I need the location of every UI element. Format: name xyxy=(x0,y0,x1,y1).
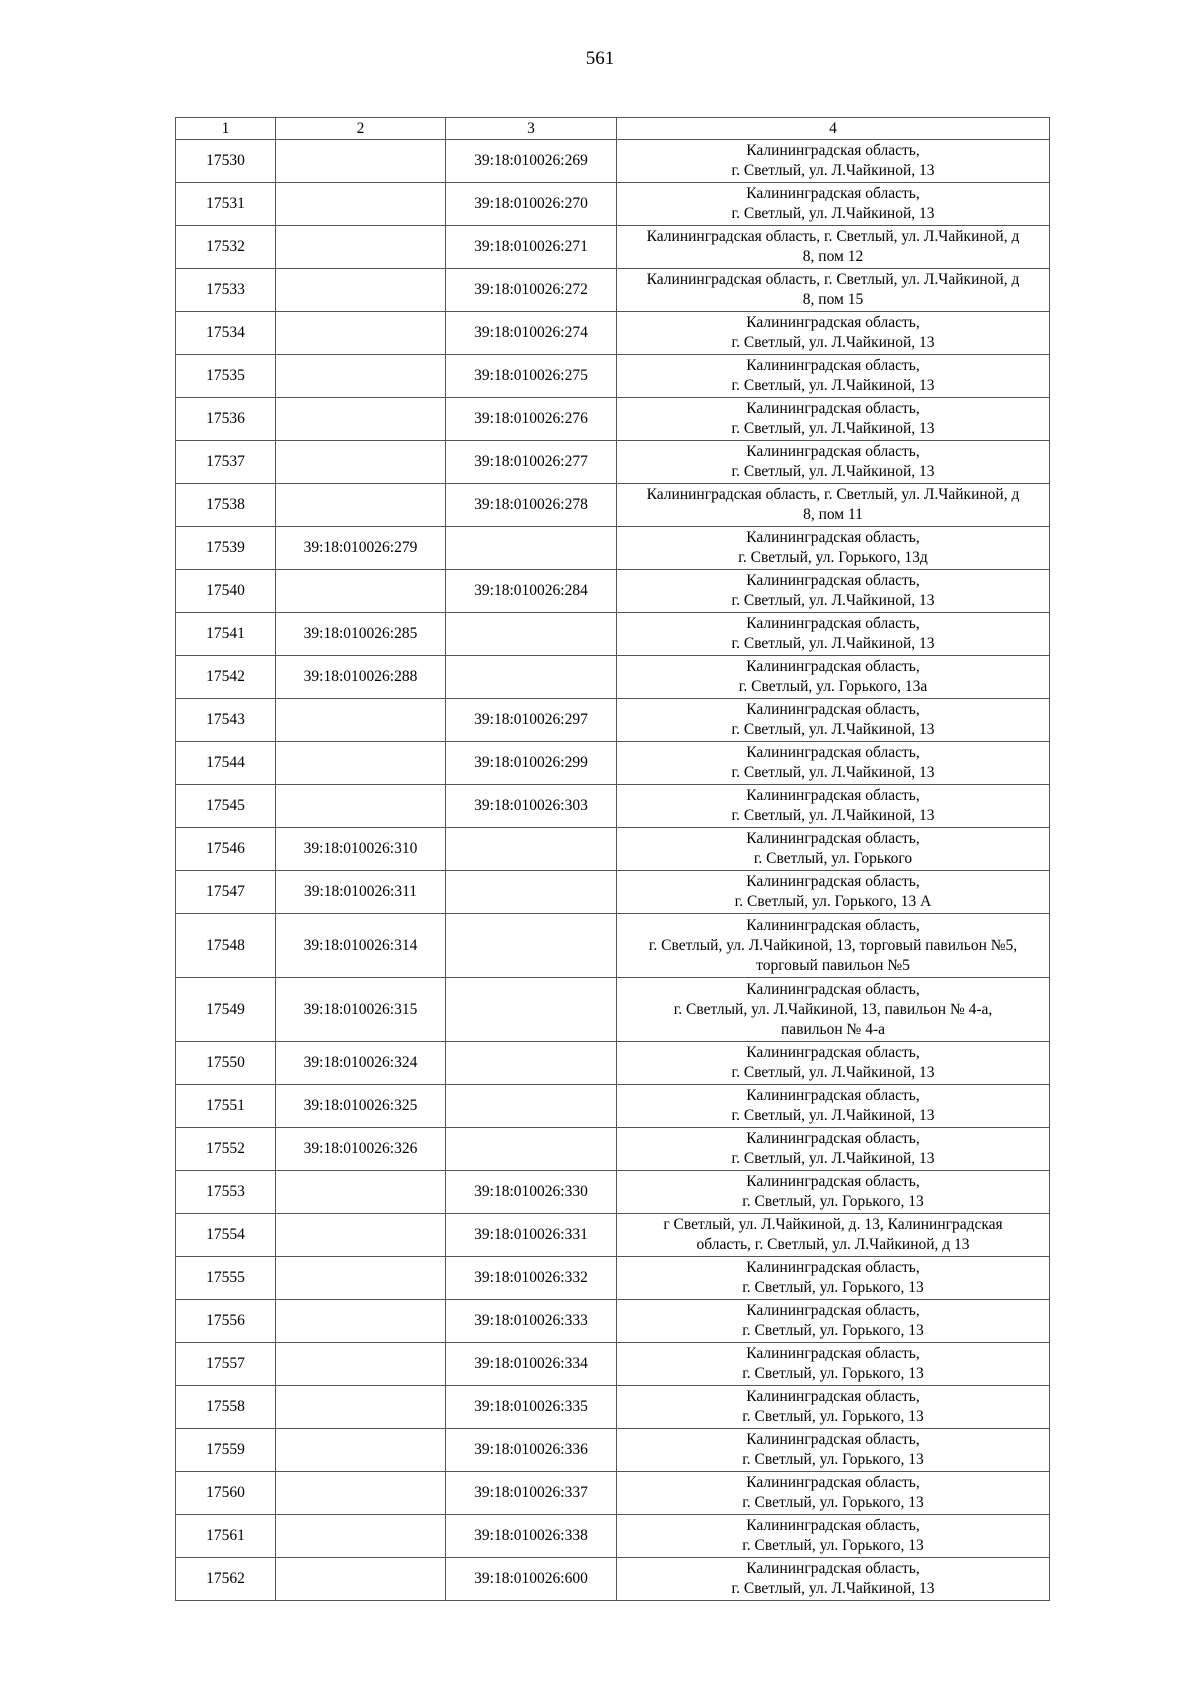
row-number-cell: 17549 xyxy=(176,978,276,1042)
address-cell xyxy=(617,570,1050,613)
address-line: павильон № 4-а xyxy=(781,1020,885,1038)
address-line: г. Светлый, ул. Горького, 13д xyxy=(738,549,928,566)
cadastral-number-col2-cell: 39:18:010026:279 xyxy=(276,527,446,570)
table-row xyxy=(176,1429,1050,1472)
row-number-cell: 17554 xyxy=(176,1214,276,1257)
address-line: г. Светлый, ул. Горького, 13 xyxy=(742,1408,924,1425)
cadastral-number-col3-cell: 39:18:010026:332 xyxy=(446,1257,617,1300)
address-line: Калининградская область, xyxy=(746,185,920,202)
table-row xyxy=(176,914,1050,978)
address-cell xyxy=(617,226,1050,269)
cadastral-number-col3-cell: 39:18:010026:276 xyxy=(446,398,617,441)
cadastral-number-col2-cell xyxy=(276,312,446,355)
table-row xyxy=(176,269,1050,312)
row-number-cell: 17538 xyxy=(176,484,276,527)
cadastral-number-col3-cell: 39:18:010026:275 xyxy=(446,355,617,398)
cadastral-number-col2-cell xyxy=(276,1300,446,1343)
header-cell-1: 1 xyxy=(176,118,276,140)
row-number-cell: 17558 xyxy=(176,1386,276,1429)
address-line: Калининградская область, xyxy=(746,787,920,804)
address-line: торговый павильон №5 xyxy=(756,956,910,974)
cadastral-number-col3-cell xyxy=(446,613,617,656)
row-number-cell: 17541 xyxy=(176,613,276,656)
row-number-cell: 17556 xyxy=(176,1300,276,1343)
address-line: Калининградская область, xyxy=(746,1431,920,1448)
cadastral-number-col3-cell: 39:18:010026:338 xyxy=(446,1515,617,1558)
cadastral-number-col3-cell xyxy=(446,978,617,1042)
address-cell xyxy=(617,1515,1050,1558)
table-row xyxy=(176,1128,1050,1171)
table-row xyxy=(176,183,1050,226)
address-cell xyxy=(617,1429,1050,1472)
page-number: 561 xyxy=(585,48,615,69)
row-number-cell: 17540 xyxy=(176,570,276,613)
row-number-cell: 17531 xyxy=(176,183,276,226)
cadastral-number-col3-cell: 39:18:010026:277 xyxy=(446,441,617,484)
address-cell xyxy=(617,1085,1050,1128)
cadastral-number-col2-cell: 39:18:010026:324 xyxy=(276,1042,446,1085)
cadastral-number-col3-cell: 39:18:010026:334 xyxy=(446,1343,617,1386)
address-cell xyxy=(617,785,1050,828)
cadastral-number-col3-cell: 39:18:010026:270 xyxy=(446,183,617,226)
address-line: г. Светлый, ул. Горького, 13а xyxy=(738,678,928,695)
address-line: Калининградская область, xyxy=(746,314,920,331)
table-row xyxy=(176,355,1050,398)
cadastral-number-col2-cell xyxy=(276,1515,446,1558)
table-row xyxy=(176,785,1050,828)
table-body xyxy=(176,140,1050,1601)
address-line: Калининградская область, xyxy=(746,658,920,675)
cadastral-number-col3-cell: 39:18:010026:333 xyxy=(446,1300,617,1343)
address-cell xyxy=(617,441,1050,484)
cadastral-number-col2-cell xyxy=(276,1386,446,1429)
row-number-cell: 17552 xyxy=(176,1128,276,1171)
address-line: Калининградская область, г. Светлый, ул. Л.Чайкиной, д xyxy=(646,271,1020,288)
row-number-cell: 17535 xyxy=(176,355,276,398)
cadastral-number-col3-cell xyxy=(446,1128,617,1171)
table-row xyxy=(176,656,1050,699)
address-line: Калининградская область, xyxy=(746,142,920,159)
cadastral-number-col3-cell: 39:18:010026:269 xyxy=(446,140,617,183)
table-row xyxy=(176,1257,1050,1300)
address-line: Калининградская область, г. Светлый, ул. Л.Чайкиной, д xyxy=(646,486,1020,503)
cadastral-number-col3-cell xyxy=(446,1085,617,1128)
cadastral-number-col2-cell xyxy=(276,785,446,828)
address-cell xyxy=(617,1343,1050,1386)
header-cell-3: 3 xyxy=(446,118,617,140)
cadastral-number-col2-cell xyxy=(276,355,446,398)
address-line: Калининградская область, xyxy=(746,529,920,546)
address-line: г. Светлый, ул. Горького, 13 xyxy=(742,1365,924,1382)
address-line: Калининградская область, xyxy=(746,701,920,718)
table-row xyxy=(176,699,1050,742)
row-number-cell: 17547 xyxy=(176,871,276,914)
cadastral-number-col2-cell xyxy=(276,269,446,312)
address-line: Калининградская область, xyxy=(746,830,920,847)
table-row xyxy=(176,828,1050,871)
address-cell xyxy=(617,1472,1050,1515)
address-cell xyxy=(617,1257,1050,1300)
cadastral-number-col2-cell: 39:18:010026:288 xyxy=(276,656,446,699)
address-line: г. Светлый, ул. Горького, 13 xyxy=(742,1537,924,1554)
address-line: г. Светлый, ул. Горького, 13 xyxy=(742,1193,924,1210)
table-row xyxy=(176,1171,1050,1214)
row-number-cell: 17542 xyxy=(176,656,276,699)
address-line: г. Светлый, ул. Л.Чайкиной, 13, торговый павильон №5, xyxy=(648,936,1018,954)
address-line: Калининградская область, xyxy=(746,1259,920,1276)
table-row xyxy=(176,398,1050,441)
cadastral-number-col2-cell xyxy=(276,398,446,441)
address-cell xyxy=(617,398,1050,441)
cadastral-number-col2-cell xyxy=(276,183,446,226)
address-cell xyxy=(617,871,1050,914)
table-row xyxy=(176,613,1050,656)
table-row xyxy=(176,1214,1050,1257)
address-cell xyxy=(617,484,1050,527)
address-cell xyxy=(617,699,1050,742)
address-cell xyxy=(617,613,1050,656)
address-line: Калининградская область, xyxy=(746,1087,920,1104)
address-cell xyxy=(617,978,1050,1042)
address-cell xyxy=(617,1558,1050,1601)
address-line: Калининградская область, xyxy=(746,916,920,934)
row-number-cell: 17534 xyxy=(176,312,276,355)
address-line: Калининградская область, xyxy=(746,1173,920,1190)
address-cell xyxy=(617,1171,1050,1214)
address-cell xyxy=(617,269,1050,312)
cadastral-number-col3-cell xyxy=(446,871,617,914)
row-number-cell: 17561 xyxy=(176,1515,276,1558)
address-line: Калининградская область, xyxy=(746,1130,920,1147)
address-line: Калининградская область, xyxy=(746,1474,920,1491)
address-line: г Светлый, ул. Л.Чайкиной, д. 13, Калининградская xyxy=(663,1216,1003,1233)
address-line: Калининградская область, xyxy=(746,1044,920,1061)
address-line: г. Светлый, ул. Л.Чайкиной, 13 xyxy=(731,721,935,738)
table-row xyxy=(176,570,1050,613)
table-row xyxy=(176,140,1050,183)
address-line: Калининградская область, xyxy=(746,400,920,417)
cadastral-number-col2-cell xyxy=(276,226,446,269)
cadastral-number-col2-cell xyxy=(276,570,446,613)
address-line: 8, пом 12 xyxy=(802,248,864,265)
address-line: г. Светлый, ул. Горького, 13 А xyxy=(734,893,932,910)
address-cell xyxy=(617,183,1050,226)
address-line: Калининградская область, xyxy=(746,1345,920,1362)
cadastral-number-col3-cell xyxy=(446,1042,617,1085)
cadastral-number-col2-cell xyxy=(276,1429,446,1472)
address-line: Калининградская область, xyxy=(746,443,920,460)
address-line: 8, пом 15 xyxy=(802,291,864,308)
address-line: г. Светлый, ул. Л.Чайкиной, 13 xyxy=(731,420,935,437)
address-line: г. Светлый, ул. Л.Чайкиной, 13 xyxy=(731,1064,935,1081)
cadastral-number-col3-cell xyxy=(446,914,617,978)
table-row xyxy=(176,871,1050,914)
address-cell xyxy=(617,1214,1050,1257)
cadastral-number-col3-cell: 39:18:010026:335 xyxy=(446,1386,617,1429)
row-number-cell: 17548 xyxy=(176,914,276,978)
table-row xyxy=(176,1472,1050,1515)
address-line: г. Светлый, ул. Л.Чайкиной, 13 xyxy=(731,377,935,394)
address-cell xyxy=(617,828,1050,871)
table-row xyxy=(176,978,1050,1042)
address-line: г. Светлый, ул. Л.Чайкиной, 13 xyxy=(731,1150,935,1167)
row-number-cell: 17530 xyxy=(176,140,276,183)
cadastral-number-col2-cell xyxy=(276,1558,446,1601)
address-line: г. Светлый, ул. Л.Чайкиной, 13 xyxy=(731,635,935,652)
address-line: г. Светлый, ул. Л.Чайкиной, 13 xyxy=(731,1107,935,1124)
row-number-cell: 17560 xyxy=(176,1472,276,1515)
cadastral-number-col3-cell: 39:18:010026:336 xyxy=(446,1429,617,1472)
address-line: г. Светлый, ул. Л.Чайкиной, 13 xyxy=(731,807,935,824)
address-cell xyxy=(617,656,1050,699)
address-cell xyxy=(617,355,1050,398)
header-row xyxy=(176,118,1050,140)
row-number-cell: 17533 xyxy=(176,269,276,312)
cadastral-number-col3-cell: 39:18:010026:274 xyxy=(446,312,617,355)
cadastral-number-col2-cell xyxy=(276,1257,446,1300)
address-line: Калининградская область, xyxy=(746,744,920,761)
address-line: 8, пом 11 xyxy=(803,506,863,523)
address-cell xyxy=(617,1300,1050,1343)
address-line: г. Светлый, ул. Горького xyxy=(753,850,913,867)
table-row xyxy=(176,1558,1050,1601)
address-line: г. Светлый, ул. Л.Чайкиной, 13, павильон № 4-а, xyxy=(673,1000,993,1018)
table-row xyxy=(176,312,1050,355)
cadastral-number-col3-cell: 39:18:010026:303 xyxy=(446,785,617,828)
address-cell xyxy=(617,140,1050,183)
cadastral-number-col3-cell: 39:18:010026:284 xyxy=(446,570,617,613)
row-number-cell: 17544 xyxy=(176,742,276,785)
cadastral-number-col3-cell: 39:18:010026:299 xyxy=(446,742,617,785)
address-cell xyxy=(617,1042,1050,1085)
cadastral-number-col3-cell: 39:18:010026:297 xyxy=(446,699,617,742)
address-line: г. Светлый, ул. Горького, 13 xyxy=(742,1279,924,1296)
cadastral-number-col3-cell: 39:18:010026:278 xyxy=(446,484,617,527)
address-line: Калининградская область, г. Светлый, ул. Л.Чайкиной, д xyxy=(646,228,1020,245)
cadastral-number-col2-cell: 39:18:010026:311 xyxy=(276,871,446,914)
address-cell xyxy=(617,312,1050,355)
cadastral-number-col2-cell: 39:18:010026:315 xyxy=(276,978,446,1042)
table-row xyxy=(176,742,1050,785)
cadastral-number-col2-cell xyxy=(276,1214,446,1257)
row-number-cell: 17546 xyxy=(176,828,276,871)
row-number-cell: 17559 xyxy=(176,1429,276,1472)
cadastral-number-col3-cell xyxy=(446,527,617,570)
address-line: Калининградская область, xyxy=(746,1517,920,1534)
table-row xyxy=(176,1042,1050,1085)
cadastral-number-col2-cell xyxy=(276,699,446,742)
row-number-cell: 17555 xyxy=(176,1257,276,1300)
address-line: г. Светлый, ул. Горького, 13 xyxy=(742,1322,924,1339)
address-line: Калининградская область, xyxy=(746,357,920,374)
table-row xyxy=(176,1386,1050,1429)
row-number-cell: 17539 xyxy=(176,527,276,570)
address-line: г. Светлый, ул. Л.Чайкиной, 13 xyxy=(731,334,935,351)
header-cell-2: 2 xyxy=(276,118,446,140)
cadastral-number-col2-cell: 39:18:010026:325 xyxy=(276,1085,446,1128)
row-number-cell: 17557 xyxy=(176,1343,276,1386)
cadastral-number-col2-cell xyxy=(276,140,446,183)
table-row xyxy=(176,226,1050,269)
table-row xyxy=(176,441,1050,484)
cadastral-number-col2-cell xyxy=(276,742,446,785)
cadastral-number-col2-cell: 39:18:010026:326 xyxy=(276,1128,446,1171)
cadastral-number-col2-cell xyxy=(276,1171,446,1214)
address-line: Калининградская область, xyxy=(746,873,920,890)
address-cell xyxy=(617,742,1050,785)
cadastral-number-col3-cell: 39:18:010026:337 xyxy=(446,1472,617,1515)
address-cell xyxy=(617,1386,1050,1429)
row-number-cell: 17551 xyxy=(176,1085,276,1128)
address-line: г. Светлый, ул. Л.Чайкиной, 13 xyxy=(731,1580,935,1597)
row-number-cell: 17550 xyxy=(176,1042,276,1085)
cadastral-number-col2-cell xyxy=(276,441,446,484)
table-row xyxy=(176,1085,1050,1128)
address-cell xyxy=(617,914,1050,978)
row-number-cell: 17536 xyxy=(176,398,276,441)
address-line: Калининградская область, xyxy=(746,572,920,589)
cadastral-number-col2-cell xyxy=(276,1472,446,1515)
cadastral-number-col2-cell xyxy=(276,1343,446,1386)
cadastral-number-col3-cell: 39:18:010026:330 xyxy=(446,1171,617,1214)
row-number-cell: 17545 xyxy=(176,785,276,828)
cadastral-number-col2-cell: 39:18:010026:310 xyxy=(276,828,446,871)
row-number-cell: 17553 xyxy=(176,1171,276,1214)
cadastral-number-col3-cell: 39:18:010026:600 xyxy=(446,1558,617,1601)
address-line: область, г. Светлый, ул. Л.Чайкиной, д 13 xyxy=(696,1236,970,1253)
cadastral-number-col3-cell xyxy=(446,828,617,871)
cadastral-number-col2-cell: 39:18:010026:314 xyxy=(276,914,446,978)
address-line: г. Светлый, ул. Л.Чайкиной, 13 xyxy=(731,592,935,609)
table-row xyxy=(176,1300,1050,1343)
address-cell xyxy=(617,1128,1050,1171)
table-row xyxy=(176,484,1050,527)
address-line: г. Светлый, ул. Л.Чайкиной, 13 xyxy=(731,463,935,480)
address-line: г. Светлый, ул. Л.Чайкиной, 13 xyxy=(731,205,935,222)
address-line: г. Светлый, ул. Горького, 13 xyxy=(742,1494,924,1511)
row-number-cell: 17543 xyxy=(176,699,276,742)
address-cell xyxy=(617,527,1050,570)
registry-table xyxy=(175,117,1050,1601)
cadastral-number-col3-cell: 39:18:010026:331 xyxy=(446,1214,617,1257)
address-line: Калининградская область, xyxy=(746,1560,920,1577)
header-cell-4: 4 xyxy=(617,118,1050,140)
cadastral-number-col2-cell: 39:18:010026:285 xyxy=(276,613,446,656)
address-line: Калининградская область, xyxy=(746,1388,920,1405)
address-line: Калининградская область, xyxy=(746,1302,920,1319)
cadastral-number-col2-cell xyxy=(276,484,446,527)
table-row xyxy=(176,527,1050,570)
cadastral-number-col3-cell: 39:18:010026:272 xyxy=(446,269,617,312)
address-line: г. Светлый, ул. Горького, 13 xyxy=(742,1451,924,1468)
address-line: г. Светлый, ул. Л.Чайкиной, 13 xyxy=(731,162,935,179)
address-line: Калининградская область, xyxy=(746,615,920,632)
row-number-cell: 17562 xyxy=(176,1558,276,1601)
table-row xyxy=(176,1343,1050,1386)
cadastral-number-col3-cell: 39:18:010026:271 xyxy=(446,226,617,269)
table-row xyxy=(176,1515,1050,1558)
row-number-cell: 17532 xyxy=(176,226,276,269)
cadastral-number-col3-cell xyxy=(446,656,617,699)
row-number-cell: 17537 xyxy=(176,441,276,484)
address-line: г. Светлый, ул. Л.Чайкиной, 13 xyxy=(731,764,935,781)
address-line: Калининградская область, xyxy=(746,980,920,998)
